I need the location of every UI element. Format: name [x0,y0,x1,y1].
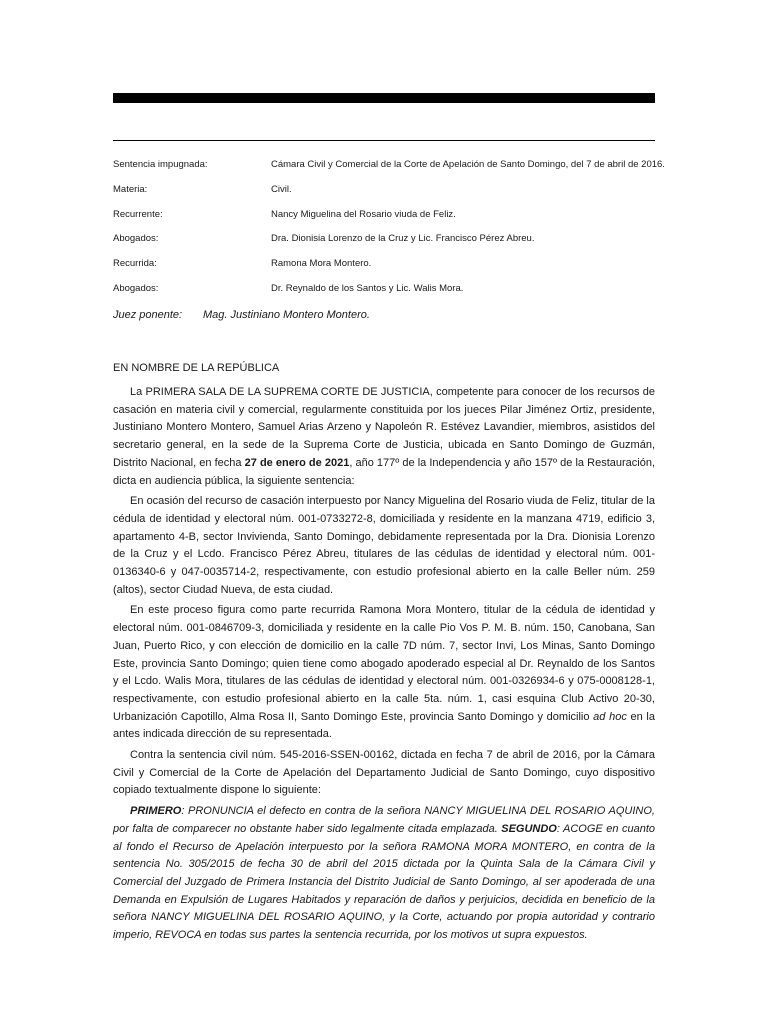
case-metadata [113,153,665,302]
text-segment: En ocasión del recurso de casación interpuesto por Nancy Miguelina del Rosario viuda de Feliz, titular de la cédula de identidad y electoral núm. 001-0733272-8, domiciliada y residente en la manzana 4719, edificio 3, apartamento 4-B, sector Invivienda, Santo Domingo, debidamente representada por la Dra. Dionisia Lorenzo de la Cruz y el Lcdo. Francisco Pérez Abreu, titulares de las cédulas de identidad y electoral núm. 001-0136340-6 y 047-0035714-2, respectivamente, con estudio profesional abierto en la calle Beller núm. 259 (altos), sector Ciudad Nueva, de esta ciudad. [113,495,655,596]
bold-text: 27 de enero de 2021 [244,456,350,469]
judge-line [113,306,655,324]
meta-value: Dr. Reynaldo de los Santos y Lic. Walis Mora. [271,282,464,294]
meta-label: Recurrida: [113,258,157,270]
header-rule [113,140,655,141]
judge-label: Juez ponente: [113,309,183,321]
text-segment: en la antes indicada dirección de su representada. [113,710,655,741]
text-segment: En este proceso figura como parte recurrida Ramona Mora Montero, titular de la cédula de identidad y electoral núm. 001-0846709-3, domiciliada y residente en la calle Pio Vos P. M. B. núm. 150, Canobana, San Juan, Puerto Rico, y con elección de domicilio en la calle 7D núm. 7, sector Invi, Los Minas, Santo Domingo Este, provincia Santo Domingo; quien tiene como abogado apoderado especial al Dr. Reynaldo de los Santos y el Lcdo. Walis Mora, titulares de las cédulas de identidad y electoral núm. 001-0326934-6 y 075-0008128-1, respectivamente, con estudio profesional abierto en la calle 5ta. núm. 1, casi esquina Club Activo 20-30, Urbanización Capotillo, Alma Rosa II, Santo Domingo Este, provincia Santo Domingo y domicilio [113,604,655,723]
meta-row-recurrente [113,203,655,228]
meta-label: Sentencia impugnada: [113,159,208,170]
meta-value: Dra. Dionisia Lorenzo de la Cruz y Lic. Francisco Pérez Abreu. [271,233,535,245]
meta-row-abogados-recurrente [113,227,655,252]
document-page [113,0,665,1024]
meta-label: Materia: [113,183,148,195]
meta-value: Cámara Civil y Comercial de la Corte de Apelación de Santo Domingo, del 7 de abril de 2016. [271,159,665,170]
quoted-dispositive [113,803,655,945]
judge-name: Mag. Justiniano Montero Montero. [203,309,370,321]
text-segment: La PRIMERA SALA DE LA SUPREMA CORTE DE JUSTICIA, competente para conocer de los recursos de casación en materia civil y comercial, regularmente constituida por los jueces Pilar Jiménez Ortiz, presidente, Justiniano Montero Montero, Samuel Arias Arzeno y Napoleón R. Estévez Lavandier, miembros, asistidos del secretario general, en la sede de la Suprema Corte de Justicia, ubicada en Santo Domingo de Guzmán, Distrito Nacional, en fecha [113,386,655,469]
meta-label: Recurrente: [113,208,163,220]
meta-label: Abogados: [113,233,159,245]
header-bar [113,93,655,103]
paragraph [113,602,655,744]
paragraph [113,747,655,800]
bold-text: SEGUNDO [501,822,557,835]
meta-row-recurrida [113,252,655,277]
meta-row-materia [113,178,655,203]
bold-text: PRIMERO [130,805,182,818]
meta-row-sentencia [113,153,665,178]
meta-value: Nancy Miguelina del Rosario viuda de Feliz. [271,208,456,220]
text-segment: : ACOGE en cuanto al fondo el Recurso de Apelación interpuesto por la señora RAMONA MORA MONTERO, en contra de la sentencia No. 305/2015 de fecha 30 de abril del 2015 dictada por la Quinta Sala de la Cámara Civil y Comercial del Juzgado de Primera Instancia del Distrito Judicial de Santo Domingo, al ser apoderada de una Demanda en Expulsión de Lugares Habitados y reparación de daños y perjuicios, decidida en beneficio de la señora NANCY MIGUELINA DEL ROSARIO AQUINO, y la Corte, actuando por propia autoridad y contrario imperio, REVOCA en todas sus partes la sentencia recurrida, por los motivos ut supra expuestos. [113,822,656,942]
section-heading: EN NOMBRE DE LA REPÚBLICA [113,362,280,374]
text-segment: Contra la sentencia civil núm. 545-2016-SSEN-00162, dictada en fecha 7 de abril de 2016, por la Cámara Civil y Comercial de la Corte de Apelación del Departamento Judicial de Santo Domingo, cuyo dispositivo copiado textualmente dispone lo siguiente: [113,749,655,797]
paragraph [113,384,655,490]
meta-label: Abogados: [113,282,159,294]
meta-value: Civil. [271,183,292,195]
paragraph [113,493,655,599]
text-segment: , año 177º de la Independencia y año 157º de la Restauración, dicta en audiencia pública, la siguiente sentencia: [113,456,656,487]
meta-value: Ramona Mora Montero. [271,258,372,270]
decision-body [113,384,655,948]
meta-row-abogados-recurrida [113,277,655,302]
text-segment: : PRONUNCIA el defecto en contra de la señora NANCY MIGUELINA DEL ROSARIO AQUINO, por falta de comparecer no obstante haber sido legalmente citada emplazada. [113,805,655,835]
italic-text: ad hoc [593,710,627,723]
